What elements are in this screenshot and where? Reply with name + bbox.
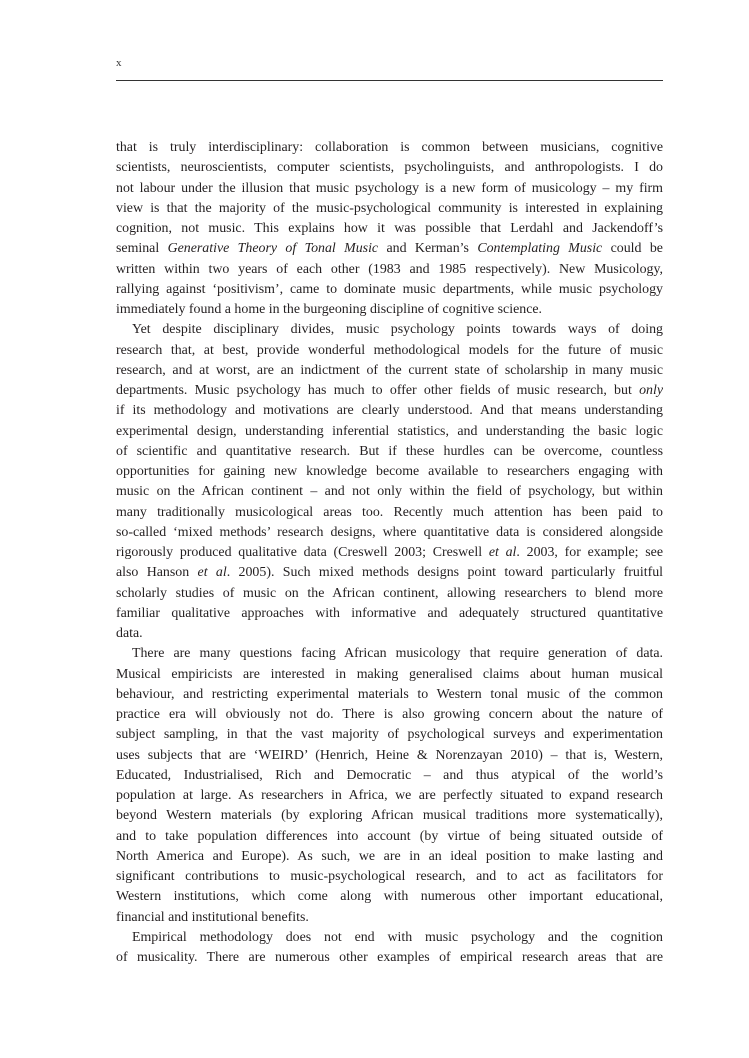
text-line: if its methodology and motivations are clearly understood. And that means understanding (116, 403, 663, 419)
text-line: behaviour, and restricting experimental materials to Western tonal music of the common (116, 686, 663, 702)
text-line: Empirical methodology does not end with music psychology and the cognition (132, 929, 663, 945)
text-line: experimental design, understanding inferential statistics, and understanding the basic logic (116, 423, 663, 439)
text-line: research that, at best, provide wonderful methodological models for the future of music (116, 342, 663, 358)
header-rule (116, 80, 663, 81)
text-line: Western institutions, which come along with numerous other important educational, (116, 889, 663, 905)
text-line: significant contributions to music-psychological research, and to act as facilitators for (116, 869, 663, 884)
text-line: many traditionally musicological areas too. Recently much attention has been paid to (116, 504, 663, 520)
text-line (116, 239, 663, 259)
text-line: research, and at worst, are an indictment of the current state of scholarship in many music (116, 362, 663, 378)
italic-text: Contemplating Music (477, 241, 603, 257)
text-line: not labour under the illusion that music psychology is a new form of musicology – my firm (116, 180, 663, 196)
text-line: cognition, not music. This explains how it was possible that Lerdahl and Jackendoff’s (116, 221, 663, 236)
text-line: and to take population differences into account (by virtue of being situated outside of (116, 828, 663, 844)
text-segment: could be (602, 241, 663, 257)
text-line: data. (116, 626, 143, 641)
italic-text: et al (488, 545, 517, 560)
body-text (116, 138, 663, 968)
text-line: immediately found a home in the burgeoning discipline of cognitive science. (116, 302, 542, 317)
text-line: scientists, neuroscientists, computer scientists, psycholinguists, and anthropologists. I do (116, 160, 663, 176)
text-line: rallying against ‘positivism’, came to dominate music departments, while music psychology (116, 281, 663, 297)
text-line: music on the African continent – and not only within the field of psychology, but within (116, 484, 663, 500)
text-line: so-called ‘mixed methods’ research designs, where quantitative data is considered alongside (116, 524, 663, 540)
paragraph (116, 928, 663, 969)
text-line: beyond Western materials (by exploring African musical traditions more systematically), (116, 808, 663, 824)
text-segment: rigorously produced qualitative data (Creswell 2003; Creswell (116, 545, 489, 560)
text-line: written within two years of each other (1983 and 1985 respectively). New Musicology, (116, 261, 663, 277)
text-line: familiar qualitative approaches with informative and adequately structured quantitative (116, 605, 663, 621)
text-line: practice era will obviously not do. There is also growing concern about the nature of (116, 707, 663, 722)
paragraph (116, 138, 663, 320)
text-line (116, 563, 663, 583)
text-segment: also Hanson (116, 565, 198, 581)
italic-text: et al (197, 565, 227, 581)
text-line: North America and Europe). As such, we are in an ideal position to make lasting and (116, 848, 663, 864)
text-line: Yet despite disciplinary divides, music psychology points towards ways of doing (132, 322, 663, 338)
text-line: There are many questions facing African musicology that require generation of data. (132, 646, 663, 662)
text-line: population at large. As researchers in Africa, we are perfectly situated to expand research (116, 788, 663, 803)
text-segment: . 2003, for example; see (516, 545, 663, 560)
text-line: of scientific and quantitative research. But if these hurdles can be overcome, countless (116, 443, 663, 459)
text-line: financial and institutional benefits. (116, 909, 309, 925)
text-line: that is truly interdisciplinary: collaboration is common between musicians, cognitive (116, 140, 663, 155)
page-folio: x (116, 57, 122, 69)
text-segment: seminal (116, 241, 168, 257)
text-line: view is that the majority of the music-psychological community is interested in explaining (116, 200, 663, 216)
text-line: of musicality. There are numerous other examples of empirical research areas that are (116, 950, 663, 965)
text-line: Educated, Industrialised, Rich and Democratic – and thus atypical of the world’s (116, 767, 663, 783)
text-line: opportunities for gaining new knowledge become available to researchers engaging with (116, 464, 663, 479)
text-line: Musical empiricists are interested in making generalised claims about human musical (116, 666, 663, 682)
paragraph (116, 320, 663, 644)
paragraph (116, 644, 663, 928)
italic-text: Generative Theory of Tonal Music (167, 241, 379, 257)
text-line: uses subjects that are ‘WEIRD’ (Henrich, Heine & Norenzayan 2010) – that is, Western, (116, 747, 663, 763)
text-segment: departments. Music psychology has much to offer other fields of music research, but (116, 383, 640, 398)
text-segment: . 2005). Such mixed methods designs point toward particularly fruitful (226, 565, 663, 581)
text-line (116, 381, 663, 401)
text-segment: and Kerman’s (378, 241, 478, 257)
text-line: subject sampling, in that the vast majority of psychological surveys and experimentation (116, 727, 663, 743)
text-line: scholarly studies of music on the African continent, allowing researchers to blend more (116, 585, 663, 601)
text-line (116, 543, 663, 563)
italic-text: only (639, 383, 663, 398)
